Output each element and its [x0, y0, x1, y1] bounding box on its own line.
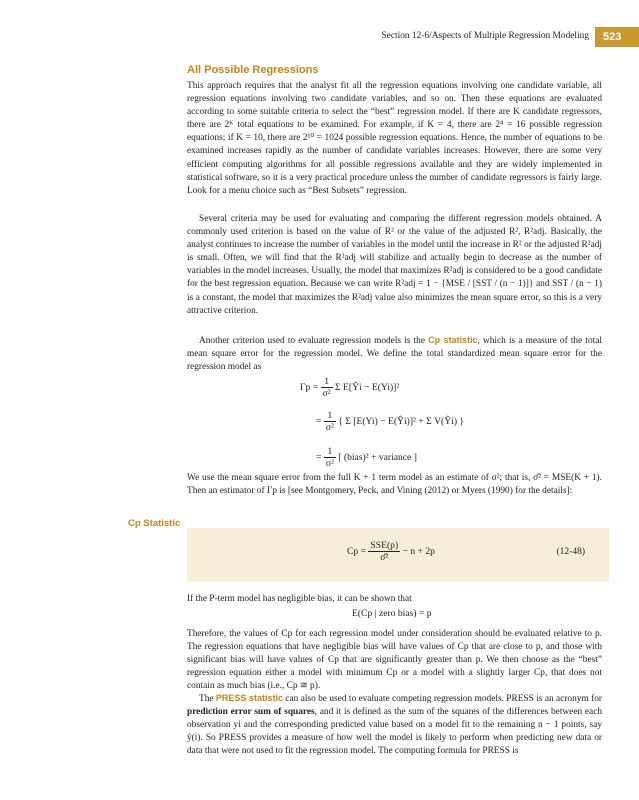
cp-equation-box: [187, 528, 609, 582]
paragraph-block-6: [187, 628, 602, 693]
page-header: [0, 27, 639, 49]
paragraph-5: If the P-term model has negligible bias, it can be shown that: [187, 594, 412, 604]
paragraph-2: Several criteria may be used for evaluating and comparing the different regression models obtained. A commonly used criterion is based on the value of R² or the value of the adjusted R², R²adj. Basically, the analyst continues to increase the number of variables in the model until the increase in R² or the adjusted R²adj is small. Often, we will find that the R²adj will stabilize and actually begin to decrease as the number of variables in the model increases. Usually, the model that maximizes R²adj is considered to be a good candidate for the best regression equation. Because we can write R²adj = 1 − {MSE / [SST / (n − 1)]} and SST / (n − 1) is a constant, the model that maximizes the R²adj value also minimizes the mean square error, so this is a very attractive criterion.: [187, 214, 602, 316]
page-number: 523: [595, 27, 639, 47]
paragraph-6: Therefore, the values of Cp for each regression model under consideration should be evaluated relative to p. The regression equations that have negligible bias will have values of Cp that are close to p, and those with significant bias will have values of Cp that are significantly greater than p. We then choose as the “best” regression equation either a model with minimum Cp or a model with a slightly larger Cp, that does not contain as much bias (i.e., Cp ≅ p).: [187, 629, 602, 692]
paragraph-block-1: [187, 80, 602, 198]
eq-sign-2: =: [316, 415, 322, 427]
press-statistic-term: PRESS statistic: [215, 693, 283, 703]
cp-statistic-margin-label: Cp Statistic: [128, 518, 181, 529]
p7-mid: can also be used to evaluate competing regression models. PRESS is an acronym for: [282, 694, 602, 704]
press-bold-term: prediction error sum of squares: [187, 707, 315, 718]
cp-fraction: $\frac{\text{SSE(p)}}{\text{σ̂²}}$: [370, 540, 399, 563]
cp-equation: [347, 540, 435, 563]
gamma-line-3-text: [ (bias)² + variance ]: [338, 451, 417, 463]
gamma-equation-line-1: [300, 376, 399, 399]
gamma-equation-line-2: [316, 410, 464, 433]
paragraph-1: This approach requires that the analyst fit all the regression equations involving one candidate variable, all regression equations involving two candidate variables, and so on. Then these equations are evaluated according to some suitable criteria to select the “best” regression model. If there are K candidate regressors, there are 2ᴷ total equations to be examined. For example, if K = 4, there are 2⁴ = 16 possible regression equations; if K = 10, there are 2¹⁰ = 1024 possible regression equations. Hence, the number of equations to be examined increases rapidly as the number of candidate variables increases. However, there are some very efficient computing algorithms for all possible regressions available and they are widely implemented in statistical software, so it is a very practical procedure unless the number of candidate regressors is fairly large. Look for a menu choice such as “Best Subsets” regression.: [187, 81, 602, 196]
paragraph-block-3: [187, 334, 602, 374]
gamma-fraction-2: $\frac{1}{\text{σ²}}$: [325, 410, 334, 433]
gamma-lhs: Γp =: [300, 381, 319, 393]
paragraph-block-4: [187, 472, 602, 498]
equation-number: (12-48): [556, 547, 585, 557]
gamma-fraction-1: $\frac{1}{\text{σ²}}$: [322, 376, 331, 399]
p7-post: , and it is defined as the sum of the squares of the differences between each observation yi and the corresponding predicted value based on a model fit to the remaining n − 1 points, say ŷ(i). So PRESS provides a measure of how well the model is likely to perform when predicting new data or data that were not used to fit the regression model. The computing formula for PRESS is: [187, 707, 603, 757]
p3-post: , which is a measure of the total mean square error for the regression model. We define the total standardized mean square error for the regression model as: [187, 336, 602, 373]
cp-statistic-term: Cp statistic: [428, 335, 478, 345]
expectation-equation: E(Cp | zero bias) = p: [352, 608, 432, 619]
gamma-equation-line-3: [316, 446, 417, 469]
section-title: All Possible Regressions: [187, 64, 319, 76]
paragraph-4: We use the mean square error from the full K + 1 term model as an estimate of σ²; that is, σ̂² = MSE(K + 1). Then an estimator of Γp is [see Montgomery, Peck, and Vining (2012) or Myers (1990) for the details]:: [187, 473, 602, 497]
paragraph-3: [187, 334, 602, 374]
cp-lhs: Cp =: [347, 545, 367, 557]
eq-sign-3: =: [316, 451, 322, 463]
p3-pre: Another criterion used to evaluate regression models is the: [199, 336, 429, 346]
paragraph-block-5: [187, 593, 602, 606]
paragraph-block-2: [187, 213, 602, 318]
p7-pre: The: [199, 694, 216, 704]
running-head: Section 12-6/Aspects of Multiple Regression Modeling: [381, 31, 589, 41]
paragraph-block-7: [187, 692, 602, 758]
cp-rest: − n + 2p: [402, 545, 435, 557]
gamma-line-1-text: Σ E[Ŷi − E(Yi)]²: [335, 381, 400, 393]
gamma-fraction-3: $\frac{1}{\text{σ²}}$: [325, 446, 334, 469]
gamma-line-2-text: { Σ [E(Yi) − E(Ŷi)]² + Σ V(Ŷi) }: [338, 415, 465, 427]
paragraph-7: [187, 692, 602, 758]
